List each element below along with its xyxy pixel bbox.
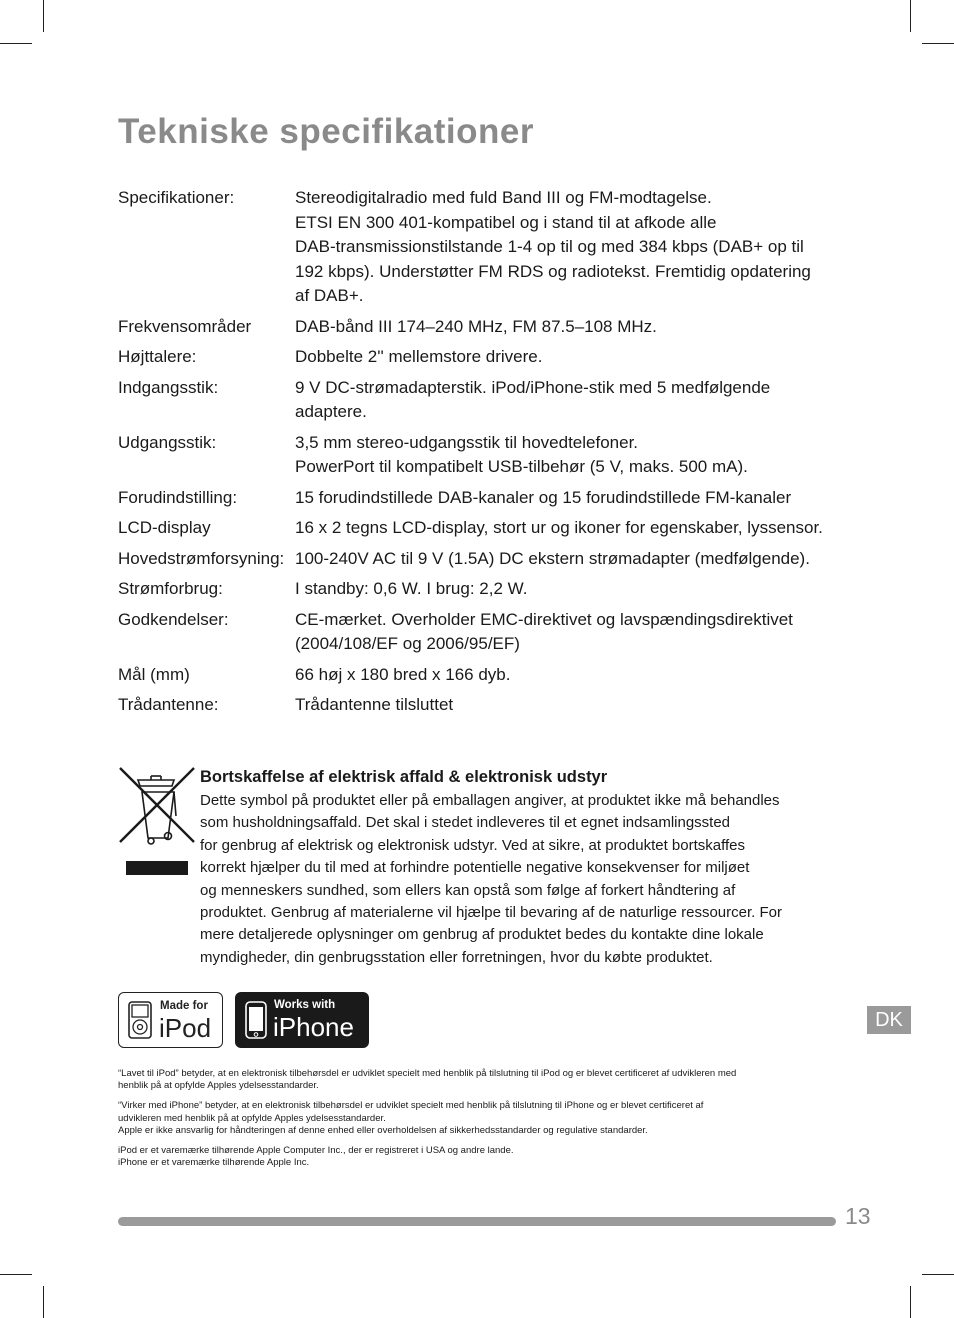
spec-row (118, 547, 838, 572)
disposal-line: og menneskers sundhed, som ellers kan opstå som følge af forkert håndtering af (200, 881, 736, 899)
spec-label: LCD-display (118, 518, 211, 537)
spec-value (295, 516, 838, 541)
footnote (118, 1068, 838, 1092)
spec-value (295, 486, 838, 511)
spec-value (295, 376, 838, 425)
crop-mark (43, 1286, 44, 1318)
badge-ipod-big-text: iPod (159, 1013, 212, 1043)
spec-value-line: 9 V DC-strømadapterstik. iPod/iPhone-stik med 5 medfølgende (295, 377, 771, 397)
disposal-line: produktet. Genbrug af materialerne vil hjælpe til bevaring af de naturlige ressourcer. For (200, 904, 782, 922)
footnote (118, 1100, 838, 1137)
iphone-icon (245, 1001, 267, 1039)
weee-bin-icon (118, 766, 198, 876)
spec-label: Mål (mm) (118, 664, 190, 684)
disposal-line: korrekt hjælper du til med at forhindre potentielle negative konsekvenser for miljøet (200, 859, 750, 877)
disposal-line: mere detaljerede oplysninger om genbrug af produktet bedes du kontakte dine lokale (200, 926, 764, 944)
spec-value (295, 431, 838, 480)
footnotes (118, 1068, 838, 1177)
spec-value (295, 663, 838, 688)
spec-value (295, 693, 838, 718)
spec-value-line: 192 kbps). Understøtter FM RDS og radiotekst. Fremtidig opdatering (295, 261, 811, 281)
spec-row (118, 486, 838, 511)
spec-value-line: 100-240V AC til 9 V (1.5A) DC ekstern strømadapter (medfølgende). (295, 548, 810, 568)
disposal-line: som husholdningsaffald. Det skal i stedet indleveres til et egnet indsamlingssted (200, 814, 731, 832)
badge-iphone-big-text: iPhone (273, 1012, 354, 1042)
spec-row (118, 376, 838, 425)
spec-label: Strømforbrug: (118, 579, 223, 598)
spec-value-line: (2004/108/EF og 2006/95/EF) (295, 634, 520, 653)
spec-row (118, 516, 838, 541)
spec-value (295, 345, 838, 370)
spec-value-line: I standby: 0,6 W. I brug: 2,2 W. (295, 579, 528, 598)
ipod-icon (128, 1001, 152, 1039)
footnote-line: Apple er ikke ansvarlig for håndteringen af denne enhed eller overholdelsen af sikkerhedsstandarder og regulative standarder. (118, 1124, 648, 1136)
spec-row (118, 577, 838, 602)
badge-ipod-small-text: Made for (160, 1000, 208, 1012)
badge-iphone-small-text: Works with (274, 999, 336, 1011)
crop-mark (910, 0, 911, 32)
language-tab: DK (867, 1006, 911, 1034)
spec-label: Godkendelser: (118, 609, 229, 629)
spec-value-line: DAB-transmissionstilstande 1-4 op til og med 384 kbps (DAB+ op til (295, 237, 804, 256)
disposal-text (200, 790, 840, 969)
spec-value-line: 16 x 2 tegns LCD-display, stort ur og ikoner for egenskaber, lyssensor. (295, 518, 823, 537)
spec-value-line: PowerPort til kompatibelt USB-tilbehør (5 V, maks. 500 mA). (295, 457, 748, 476)
made-for-ipod-badge (118, 992, 223, 1048)
spec-value (295, 608, 838, 657)
spec-value-line: DAB-bånd III 174–240 MHz, FM 87.5–108 MHz. (295, 316, 657, 336)
spec-value-line: Dobbelte 2'' mellemstore drivere. (295, 347, 543, 366)
spec-label: Indgangsstik: (118, 377, 219, 397)
crop-mark (0, 1274, 32, 1275)
spec-value-line: adaptere. (295, 402, 367, 421)
page-title: Tekniske specifikationer (118, 112, 534, 151)
spec-label: Udgangsstik: (118, 432, 217, 452)
spec-value (295, 186, 838, 309)
footnote-line: iPod er et varemærke tilhørende Apple Computer Inc., der er registreret i USA og andre lande. (118, 1145, 514, 1157)
spec-label: Specifikationer: (118, 188, 235, 207)
crop-mark (910, 1286, 911, 1318)
spec-value-line: Stereodigitalradio med fuld Band III og FM-modtagelse. (295, 188, 712, 207)
page-number: 13 (845, 1203, 871, 1229)
spec-value (295, 577, 838, 602)
spec-row (118, 315, 838, 340)
disposal-line: myndigheder, din genbrugsstation eller forretningen, hvor du købte produktet. (200, 948, 713, 966)
spec-value (295, 315, 838, 340)
spec-row (118, 608, 838, 657)
footnote (118, 1145, 838, 1169)
footnote-line: udvikleren med henblik på at opfylde Apples ydelsesstandarder. (118, 1112, 386, 1124)
spec-row (118, 186, 838, 309)
spec-value-line: CE-mærket. Overholder EMC-direktivet og lavspændingsdirektivet (295, 609, 793, 629)
spec-value-line: Trådantenne tilsluttet (295, 695, 454, 714)
spec-value-line: 15 forudindstillede DAB-kanaler og 15 forudindstillede FM-kanaler (295, 487, 792, 507)
spec-label: Hovedstrømforsyning: (118, 548, 285, 568)
spec-label: Trådantenne: (118, 695, 219, 714)
spec-value-line: 3,5 mm stereo-udgangsstik til hovedtelefoner. (295, 432, 639, 452)
footnote-line: iPhone er et varemærke tilhørende Apple Inc. (118, 1157, 310, 1169)
spec-row (118, 663, 838, 688)
spec-row (118, 693, 838, 718)
crop-mark (922, 1274, 954, 1275)
spec-list (118, 186, 838, 724)
spec-label: Forudindstilling: (118, 487, 238, 507)
spec-value (295, 547, 838, 572)
page-bar (118, 1217, 836, 1226)
disposal-heading: Bortskaffelse af elektrisk affald & elektronisk udstyr (200, 768, 608, 786)
weee-bar (126, 861, 188, 875)
spec-value-line: ETSI EN 300 401-kompatibel og i stand til at afkode alle (295, 212, 717, 232)
footnote-line: henblik på at opfylde Apples ydelsesstandarder. (118, 1080, 319, 1092)
spec-label: Frekvensområder (118, 316, 252, 336)
spec-label: Højttalere: (118, 347, 197, 366)
spec-value-line: af DAB+. (295, 286, 364, 305)
spec-value-line: 66 høj x 180 bred x 166 dyb. (295, 664, 511, 684)
footnote-line: “Virker med iPhone” betyder, at en elektronisk tilbehørsdel er udviklet specielt med henblik på tilslutning til iPhone og er blevet certificeret af (118, 1100, 704, 1112)
spec-row (118, 345, 838, 370)
footnote-line: “Lavet til iPod” betyder, at en elektronisk tilbehørsdel er udviklet specielt med henblik på tilslutning til iPod og er blevet certificeret af udvikleren med (118, 1068, 737, 1079)
works-with-iphone-badge (235, 992, 369, 1048)
crop-mark (0, 43, 32, 44)
crop-mark (922, 43, 954, 44)
disposal-section (200, 766, 840, 969)
disposal-line: for genbrug af elektrisk og elektronisk udstyr. Ved at sikre, at produktet bortskaffes (200, 836, 746, 854)
crop-mark (43, 0, 44, 32)
spec-row (118, 431, 838, 480)
disposal-line: Dette symbol på produktet eller på emballagen angiver, at produktet ikke må behandles (200, 792, 780, 809)
